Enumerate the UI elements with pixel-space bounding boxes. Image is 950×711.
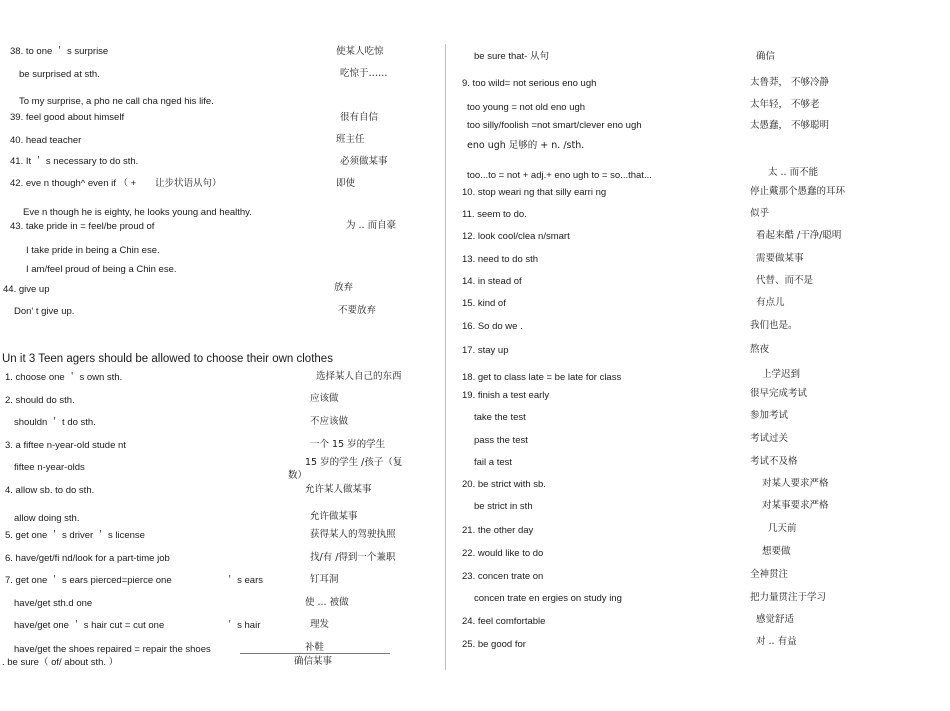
phrase-en: 21. the other day [462,525,534,536]
phrase-cn: 太鲁莽， 不够冷静 [750,77,830,88]
phrase-cn: 一个 15 岁的学生 [310,439,386,450]
phrase-cn: 钉耳洞 [310,574,339,585]
phrase-cn: 即使 [336,178,356,189]
phrase-en: 19. finish a test early [462,390,550,401]
phrase-cn: 有点儿 [756,297,785,308]
phrase-cn: 对 .. 有益 [756,636,797,647]
phrase-cn: 似乎 [750,208,770,219]
phrase-cn: 代替、而不是 [756,275,814,286]
phrase-en: 18. get to class late = be late for class [462,372,622,383]
phrase-cn: 允许做某事 [310,511,358,522]
phrase-en: have/get sth.d one [14,598,93,609]
phrase-en: 38. to one ＇ s surprise [10,46,109,57]
phrase-cn: 考试过关 [750,433,789,444]
phrase-cn: 几天前 [768,523,797,534]
phrase-en: 40. head teacher [10,135,82,146]
phrase-note: 让步状语从句） [155,178,222,189]
phrase-cn: 为 .. 而自豪 [346,220,397,231]
phrase-cn: 把力量贯注于学习 [750,592,827,603]
phrase-en: 17. stay up [462,345,509,356]
phrase-en: too silly/foolish =not smart/clever eno ugh [467,120,642,131]
phrase-cn: 对某人要求严格 [762,478,829,489]
phrase-en: 2. should do sth. [5,395,75,406]
phrase-cn: 需要做某事 [756,253,804,264]
phrase-cn: 理发 [310,619,330,630]
phrase-en: have/get the shoes repaired = repair the shoes [14,644,211,655]
phrase-cn: 很早完成考试 [750,388,808,399]
phrase-en: have/get one ＇ s hair cut = cut one [14,620,165,631]
phrase-en: 22. would like to do [462,548,544,559]
phrase-cn: 班主任 [336,134,365,145]
phrase-cn: 获得某人的驾驶执照 [310,529,396,540]
phrase-cn: 选择某人自己的东西 [316,371,402,382]
phrase-cn: 很有自信 [340,112,379,123]
phrase-en: 23. concen trate on [462,571,544,582]
phrase-en: be surprised at sth. [19,69,100,80]
column-divider [445,44,446,670]
phrase-en: 7. get one ＇ s ears pierced=pierce one [5,575,172,586]
phrase-en: 39. feel good about himself [10,112,125,123]
phrase-en: . be sure（ of/ about sth. ） [2,657,119,668]
phrase-en: too...to = not + adj.+ eno ugh to = so...that... [467,170,652,181]
phrase-cn: 考试不及格 [750,456,798,467]
phrase-en: 3. a fiftee n-year-old stude nt [5,440,126,451]
phrase-cn: 使 ... 被做 [305,597,349,608]
example-sentence: I am/feel proud of being a Chin ese. [26,264,177,275]
phrase-en: pass the test [474,435,528,446]
phrase-en: take the test [474,412,526,423]
phrase-cn: 允许某人做某事 [305,484,372,495]
phrase-en: 14. in stead of [462,276,522,287]
example-sentence: Don' t give up. [14,306,75,317]
phrase-cn: 不要放弃 [338,305,377,316]
phrase-en: 15. kind of [462,298,506,309]
phrase-en: 10. stop weari ng that silly earri ng [462,187,607,198]
phrase-cn: 看起来酷 /干净/聪明 [756,230,842,241]
phrase-en-cont: ＇ s ears [225,575,264,586]
phrase-en: 1. choose one ＇ s own sth. [5,372,123,383]
phrase-en: too young = not old eno ugh [467,102,586,113]
phrase-cn: 确信某事 [294,656,333,667]
phrase-en: be sure that- 从句 [474,51,549,62]
example-sentence: To my surprise, a pho ne call cha nged his life. [19,96,214,107]
phrase-cn: 确信 [756,51,776,62]
phrase-en: 20. be strict with sb. [462,479,546,490]
phrase-en: 42. eve n though^ even if （ + [10,178,137,189]
phrase-en: 24. feel comfortable [462,616,546,627]
phrase-en: 41. It ＇ s necessary to do sth. [10,156,139,167]
phrase-en: 25. be good for [462,639,526,650]
phrase-en: be strict in sth [474,501,533,512]
phrase-en: concen trate en ergies on study ing [474,593,622,604]
phrase-cn: 对某事要求严格 [762,500,829,511]
phrase-cn: 使某人吃惊 [336,46,384,57]
unit-heading: Un it 3 Teen agers should be allowed to choose their own clothes [2,353,333,365]
phrase-en: 12. look cool/clea n/smart [462,231,570,242]
phrase-cn: 感觉舒适 [756,614,795,625]
phrase-cn: 太年轻， 不够老 [750,99,820,110]
phrase-cn: 补鞋 [305,642,325,653]
phrase-en: 44. give up [3,284,50,295]
phrase-cn: 太愚蠢， 不够聪明 [750,120,830,131]
phrase-cn-cont: 数） [288,470,308,481]
phrase-en: 6. have/get/fi nd/look for a part-time job [5,553,170,564]
phrase-cn: 放弃 [334,282,354,293]
phrase-en: 43. take pride in = feel/be proud of [10,221,155,232]
phrase-en: fiftee n-year-olds [14,462,85,473]
phrase-cn: 上学迟到 [762,369,801,380]
phrase-cn: 应该做 [310,393,339,404]
example-sentence: Eve n though he is eighty, he looks young and healthy. [23,207,252,218]
phrase-en: fail a test [474,457,513,468]
phrase-en: eno ugh 足够的 + n. /sth. [467,140,585,151]
phrase-cn: 不应该做 [310,416,349,427]
phrase-cn: 必须做某事 [340,156,388,167]
phrase-cn: 想要做 [762,546,791,557]
phrase-cn: 全神贯注 [750,569,789,580]
phrase-cn: 停止戴那个愚蠢的耳环 [750,186,846,197]
phrase-cn: 吃惊于…… [340,68,388,79]
phrase-cn: 我们也是。 [750,320,798,331]
phrase-en: 9. too wild= not serious eno ugh [462,78,597,89]
phrase-en: 16. So do we . [462,321,523,332]
phrase-en: 4. allow sb. to do sth. [5,485,95,496]
phrase-en: shouldn ＇ t do sth. [14,417,96,428]
phrase-cn: 参加考试 [750,410,789,421]
phrase-cn: 15 岁的学生 /孩子（复 [305,457,403,468]
phrase-en-cont: ＇ s hair [225,620,261,631]
phrase-cn: 太 .. 而不能 [768,167,819,178]
phrase-cn: 熬夜 [750,344,770,355]
phrase-cn: 找/有 /得到一个兼职 [310,552,396,563]
phrase-en: 13. need to do sth [462,254,539,265]
phrase-en: 11. seem to do. [462,209,527,220]
example-sentence: I take pride in being a Chin ese. [26,245,160,256]
phrase-en: 5. get one ＇ s driver ＇ s license [5,530,145,541]
phrase-en: allow doing sth. [14,513,80,524]
